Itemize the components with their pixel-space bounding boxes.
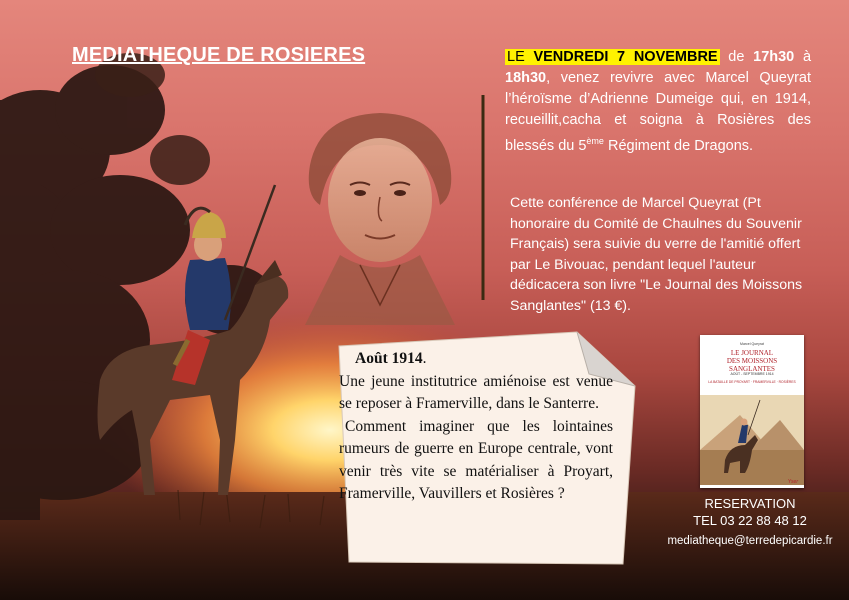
- story-note-card: [327, 326, 637, 566]
- ordinal-superscript: ème: [586, 136, 604, 146]
- intro-text-4: Régiment de Dragons.: [603, 137, 754, 154]
- note-paragraph-1: Une jeune institutrice amiénoise est venue se reposer à Framerville, dans le Santerre.: [339, 372, 613, 412]
- book-cover-illustration: [700, 395, 804, 485]
- note-text: [339, 348, 613, 506]
- event-date: VENDREDI 7 NOVEMBRE: [533, 49, 718, 65]
- book-dates: AOÛT - SEPTEMBRE 1914: [730, 372, 774, 376]
- note-paragraph-2: Comment imaginer que les lointaines rumeurs de guerre en Europe centrale, vont venir très vite se matérialiser à Proyart, Framerville, Vauvillers et Rosières ?: [339, 417, 613, 502]
- book-publisher: Yser: [787, 479, 798, 485]
- note-heading-end: .: [422, 350, 427, 367]
- intro-text-3: , venez revivre avec Marcel Queyrat l’héroïsme d’Adrienne Dumeige qui, en 1914, recueillit,cacha et soigna à Rosières des blessés du 5: [505, 70, 811, 154]
- date-highlight: [505, 49, 720, 65]
- reservation-phone: TEL 03 22 88 48 12: [693, 513, 807, 528]
- start-time: 17h30: [753, 49, 795, 65]
- cavalry-rider-illustration: [60, 180, 320, 510]
- conference-description: Cette conférence de Marcel Queyrat (Pt honoraire du Comité de Chaulnes du Souvenir Français) sera suivie du verre de l'amitié offert par Le Bivouac, pendant lequel l'auteur dédicacera son livre "Le Journal des Moissons Sanglantes" (13 €).: [510, 195, 803, 314]
- reservation-label: RESERVATION: [704, 496, 796, 511]
- book-author: Marcel Queyrat: [740, 342, 764, 346]
- book-subtitle: LA BATAILLE DE PROYART · FRAMERVILLE · ROSIÈRES: [708, 380, 796, 384]
- note-heading: Août 1914: [355, 350, 423, 367]
- book-title-line-1: LE JOURNAL: [730, 349, 774, 357]
- book-title: [704, 349, 800, 373]
- intro-text-1: de: [719, 49, 754, 65]
- book-cover: [700, 335, 804, 488]
- reservation-block: [656, 496, 844, 549]
- date-prefix: LE: [507, 49, 534, 65]
- page-title: MEDIATHEQUE DE ROSIERES: [72, 44, 366, 66]
- book-title-line-2: DES MOISSONS SANGLANTES: [726, 357, 778, 373]
- event-announcement: [505, 47, 811, 157]
- intro-text-2: à: [794, 49, 812, 65]
- end-time: 18h30: [505, 70, 547, 86]
- reservation-email[interactable]: mediatheque@terredepicardie.fr: [667, 535, 833, 547]
